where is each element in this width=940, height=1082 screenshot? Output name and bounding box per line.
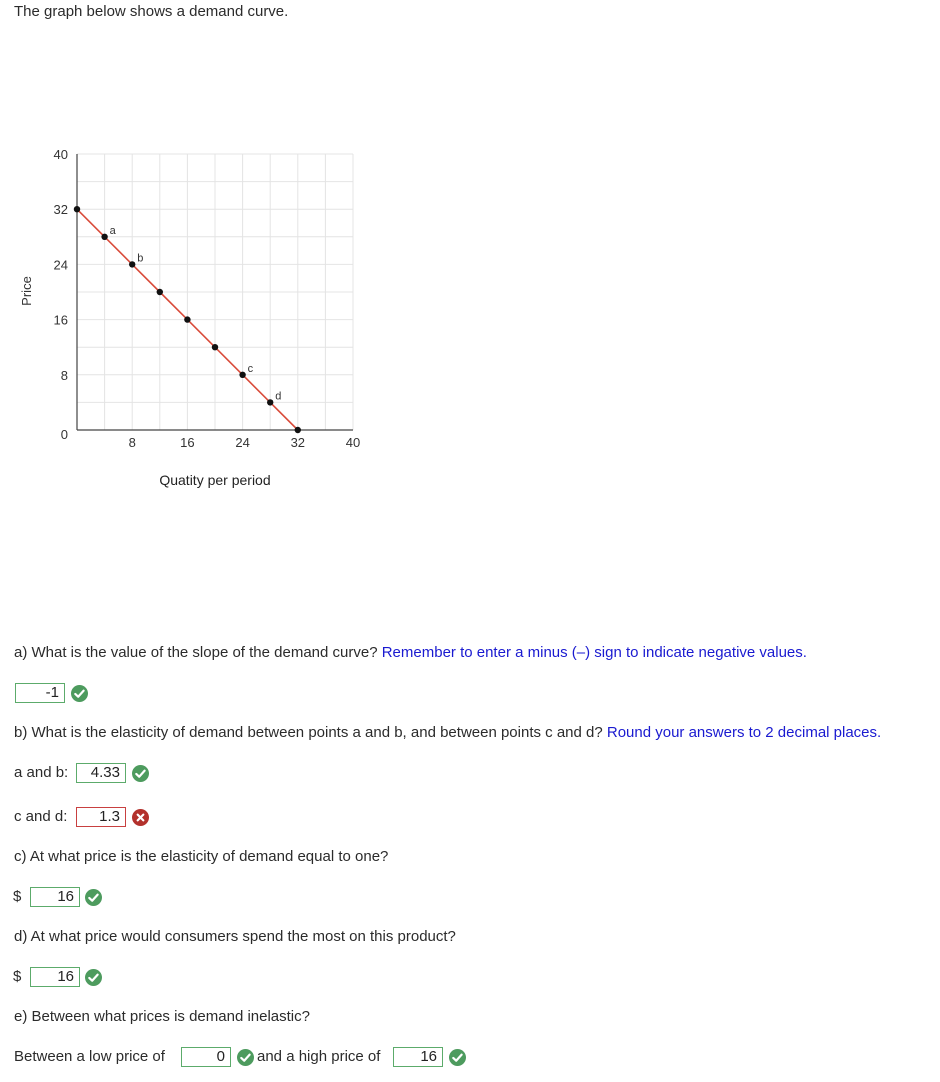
point-label-b: b [137,252,144,265]
question-d-text: d) At what price would consumers spend the most on this product? [14,928,456,945]
y-tick-label: 24 [53,257,68,273]
question-e-text: e) Between what prices is demand inelastic? [14,1008,310,1025]
data-point [157,289,163,295]
y-tick-label: 16 [53,312,68,328]
y-tick-label: 8 [60,367,68,383]
x-tick-label: 24 [235,435,250,450]
data-point [239,372,245,378]
y-tick-label: 32 [53,202,68,218]
question-b [14,724,881,741]
demand-chart [0,130,420,490]
chart-tick-labels [54,147,361,450]
data-point [74,206,80,212]
x-tick-label: 40 [345,435,361,450]
data-point [101,234,107,240]
data-point [129,261,135,267]
check-icon [449,1049,466,1066]
intro-text: The graph below shows a demand curve. [14,3,289,20]
x-tick-label: 32 [290,435,306,450]
check-icon [85,889,102,906]
point-label-d: d [275,390,282,403]
elasticity-cd-input[interactable]: 1.3 [76,807,126,827]
point-label-a: a [109,224,116,237]
max-revenue-price-input[interactable]: 16 [30,967,80,987]
cross-icon [132,809,149,826]
dollar-sign: $ [13,888,22,905]
high-price-input[interactable]: 16 [393,1047,443,1067]
question-c-text: c) At what price is the elasticity of demand equal to one? [14,848,389,865]
elasticity-ab-input[interactable]: 4.33 [76,763,126,783]
check-icon [132,765,149,782]
data-point [184,316,190,322]
unit-elastic-price-input[interactable]: 16 [30,887,80,907]
y-tick-label: 0 [60,427,68,442]
question-a-hint: Remember to enter a minus (–) sign to indicate negative values. [381,644,807,661]
question-a [14,644,807,661]
low-price-input[interactable]: 0 [181,1047,231,1067]
low-price-label: Between a low price of [14,1048,165,1065]
slope-input[interactable]: -1 [15,683,65,703]
data-point [295,427,301,433]
ab-label: a and b: [14,764,69,781]
check-icon [85,969,102,986]
cd-label: c and d: [14,808,68,825]
high-price-label: and a high price of [257,1048,381,1065]
question-b-hint: Round your answers to 2 decimal places. [606,724,882,741]
question-b-text: b) What is the elasticity of demand between points a and b, and between points c and d? [14,724,607,741]
check-icon [237,1049,254,1066]
point-label-c: c [247,362,254,375]
data-point [212,344,218,350]
y-tick-label: 40 [53,147,68,162]
chart-grid [77,154,353,430]
dollar-sign: $ [13,968,22,985]
x-tick-label: 16 [180,435,195,450]
check-icon [71,685,88,702]
question-a-text: a) What is the value of the slope of the demand curve? [14,644,382,661]
x-axis-label: Quatity per period [159,472,271,488]
x-tick-label: 8 [128,435,136,450]
data-point [267,399,273,405]
y-axis-label: Price [19,276,34,306]
